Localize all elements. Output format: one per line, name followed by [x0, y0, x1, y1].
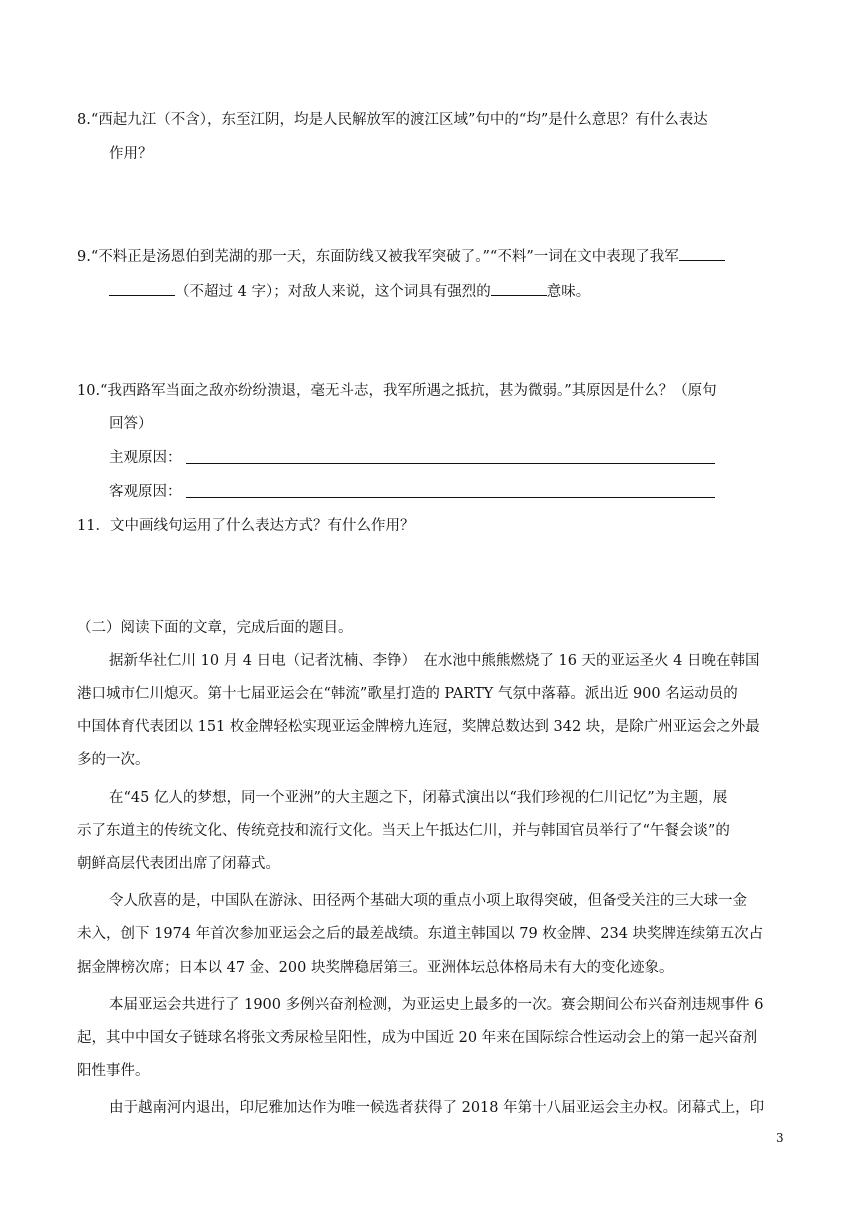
paragraph-1-line-4: 多的一次。 [77, 752, 150, 768]
paragraph-2-line-3: 朝鲜高层代表团出席了闭幕式。 [77, 856, 280, 872]
paragraph-1-line-1: 据新华社仁川 10 月 4 日电（记者沈楠、李铮） 在水池中熊熊燃烧了 16 天的亚运圣火 4 日晚在韩国 [109, 653, 760, 669]
paragraph-4-line-1: 本届亚运会共进行了 1900 多例兴奋剂检测，为亚运史上最多的一次。赛会期间公布兴奋剂违规事件 6 [109, 997, 764, 1013]
paragraph-4-line-2: 起，其中中国女子链球名将张文秀尿检呈阳性，成为中国近 20 年来在国际综合性运动会上的第一起兴奋剂 [77, 1030, 758, 1046]
q9-line1 [77, 246, 725, 267]
subjective-reason-label: 主观原因： [109, 450, 182, 466]
objective-reason-label: 客观原因： [109, 484, 182, 500]
q8-line2: 作用？ [109, 146, 153, 162]
paragraph-3-line-2: 未入，创下 1974 年首次参加亚运会之后的最差战绩。东道主韩国以 79 枚金牌、234 块奖牌连续第五次占 [77, 926, 764, 942]
answer-blank[interactable] [679, 246, 725, 261]
paragraph-3-line-1: 令人欣喜的是，中国队在游泳、田径两个基础大项的重点小项上取得突破，但备受关注的三大球一金 [109, 893, 747, 909]
paragraph-1-line-2 [77, 684, 738, 704]
q9-text: 9.“不料正是汤恩伯到芜湖的那一天，东面防线又被我军突破了。”“不料”一词在文中表现了我军 [77, 249, 679, 265]
subjective-reason-answer-line[interactable] [186, 463, 715, 464]
paragraph-5-line-1: 由于越南河内退出，印尼雅加达作为唯一候选者获得了 2018 年第十八届亚运会主办权。闭幕式上，印 [109, 1100, 765, 1116]
q8-line1: 8.“西起九江（不含），东至江阴，均是人民解放军的渡江区域”句中的“均”是什么意思？有什么表达 [77, 112, 708, 128]
q9-line2 [109, 281, 590, 302]
q9-text-a: （不超过 4 字）；对敌人来说，这个词具有强烈的 [175, 284, 491, 300]
page-number: 3 [776, 1131, 784, 1145]
answer-blank[interactable] [109, 281, 175, 296]
paragraph-1-line-2-text: 港口城市仁川熄灭。第十七届亚运会在“韩流”歌星打造的 PARTY 气氛中落幕。派出近 900 名运动员的 [77, 686, 738, 702]
paragraph-4-line-3: 阳性事件。 [77, 1063, 150, 1079]
q10-line2: 回答） [109, 416, 153, 432]
answer-blank[interactable] [491, 281, 547, 296]
paragraph-1-line-3: 中国体育代表团以 151 枚金牌轻松实现亚运金牌榜九连冠，奖牌总数达到 342 块，是除广州亚运会之外最 [77, 719, 760, 735]
objective-reason-answer-line[interactable] [186, 497, 715, 498]
section2-heading: （二）阅读下面的文章，完成后面的题目。 [77, 620, 353, 636]
q10-line1: 10.“我西路军当面之敌亦纷纷溃退，毫无斗志，我军所遇之抵抗，甚为微弱。”其原因是什么？（原句 [77, 383, 717, 399]
paragraph-3-line-3: 据金牌榜次席；日本以 47 金、200 块奖牌稳居第三。亚洲体坛总体格局未有大的变化迹象。 [77, 960, 674, 976]
q11-line1: 11．文中画线句运用了什么表达方式？有什么作用？ [77, 518, 415, 534]
q9-text-b: 意味。 [546, 284, 591, 300]
paragraph-2-line-2: 示了东道主的传统文化、传统竞技和流行文化。当天上午抵达仁川，并与韩国官员举行了“午餐会谈”的 [77, 823, 730, 839]
paragraph-2-line-1: 在“45 亿人的梦想，同一个亚洲”的大主题之下，闭幕式演出以“我们珍视的仁川记忆”为主题，展 [109, 790, 728, 806]
